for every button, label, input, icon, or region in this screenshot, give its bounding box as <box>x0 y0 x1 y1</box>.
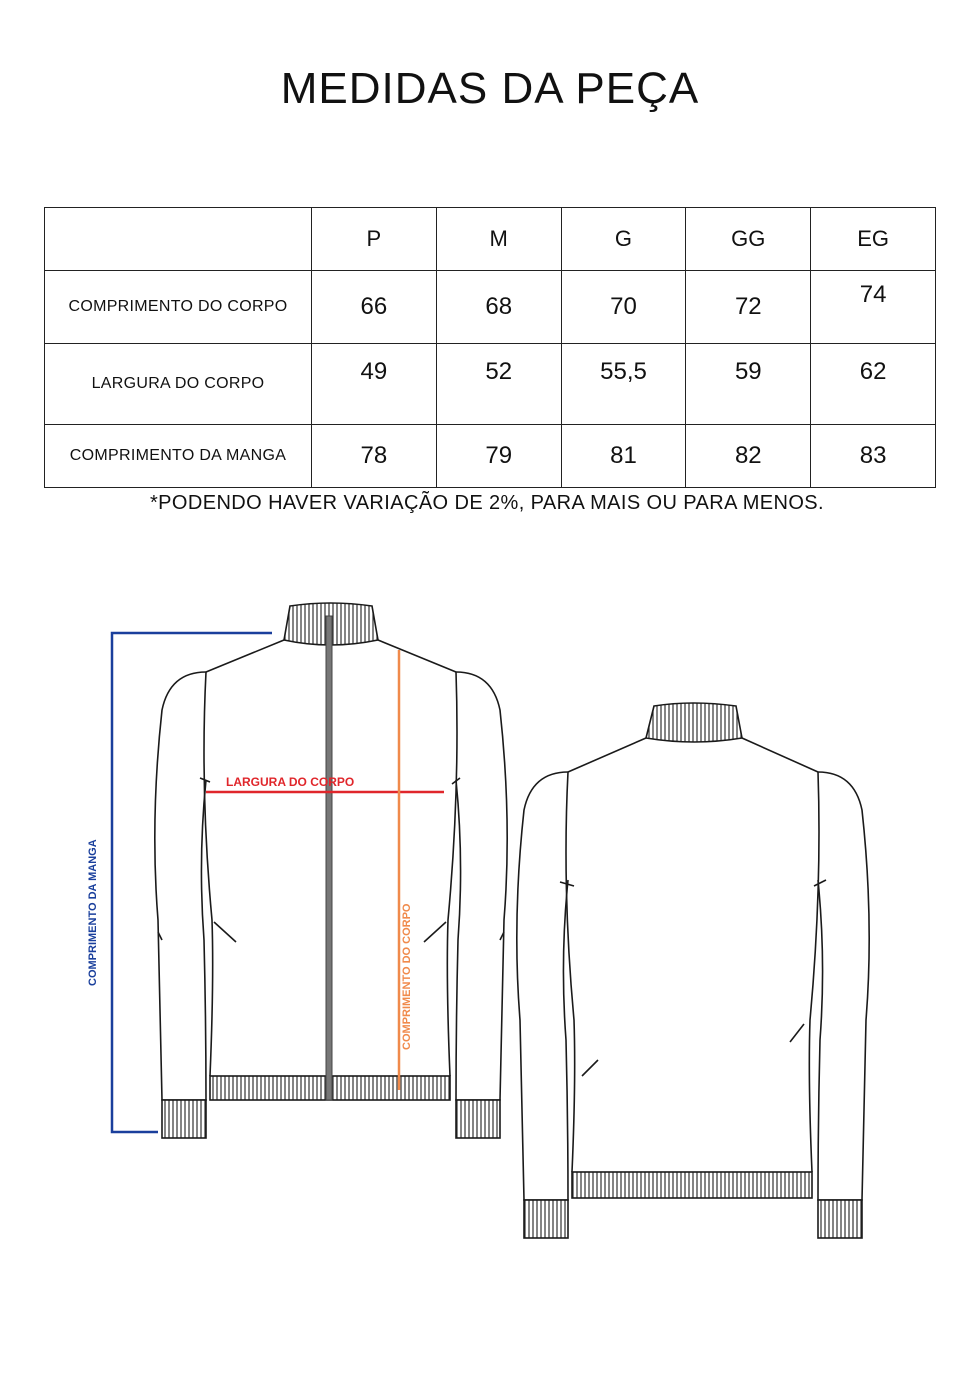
pocket-mark-right <box>424 922 446 942</box>
front-cuff-right <box>456 1100 500 1138</box>
size-table <box>44 207 936 488</box>
row-label: LARGURA DO CORPO <box>45 344 312 425</box>
front-sleeve-left <box>155 672 206 1100</box>
table-cell: 66 <box>312 271 437 344</box>
largura-label: LARGURA DO CORPO <box>226 775 355 789</box>
table-cell: 81 <box>561 425 686 488</box>
header-cell-p: P <box>312 208 437 271</box>
table-cell: 49 <box>312 344 437 425</box>
table-cell: 70 <box>561 271 686 344</box>
table-header-row <box>45 208 936 271</box>
table-cell: 82 <box>686 425 811 488</box>
header-cell-eg: EG <box>811 208 936 271</box>
back-shoulder-left <box>568 738 646 772</box>
table-row <box>45 425 936 488</box>
back-pocket-mark-right <box>790 1024 804 1042</box>
table-cell: 68 <box>436 271 561 344</box>
front-body-right <box>447 672 457 1076</box>
table-cell: 59 <box>686 344 811 425</box>
header-cell-m: M <box>436 208 561 271</box>
comprimento-corpo-label: COMPRIMENTO DO CORPO <box>401 903 413 1050</box>
table-cell: 62 <box>811 344 936 425</box>
back-sleeve-right <box>818 772 869 1200</box>
comprimento-manga-line <box>112 633 272 1132</box>
back-collar <box>646 703 742 742</box>
variation-note: *PODENDO HAVER VARIAÇÃO DE 2%, PARA MAIS OU PARA MENOS. <box>150 492 825 514</box>
table-cell: 52 <box>436 344 561 425</box>
front-shoulder-left <box>206 640 284 672</box>
page-title: MEDIDAS DA PEÇA <box>280 64 700 113</box>
pocket-mark-left <box>214 922 236 942</box>
back-tick-right <box>814 880 826 886</box>
table-cell: 55,5 <box>561 344 686 425</box>
back-cuff-left <box>524 1200 568 1238</box>
header-cell-gg: GG <box>686 208 811 271</box>
back-shoulder-right <box>742 738 818 772</box>
row-label: COMPRIMENTO DO CORPO <box>45 271 312 344</box>
table-cell: 79 <box>436 425 561 488</box>
table-row <box>45 271 936 344</box>
garment-diagram <box>0 560 980 1280</box>
front-shoulder-right <box>378 640 456 672</box>
table-cell: 72 <box>686 271 811 344</box>
back-hem-band <box>572 1172 812 1198</box>
table-row <box>45 344 936 425</box>
comprimento-manga-label: COMPRIMENTO DA MANGA <box>87 839 99 986</box>
front-cuff-left <box>162 1100 206 1138</box>
zipper <box>326 616 332 1100</box>
back-body-right <box>809 772 819 1172</box>
header-cell-empty <box>45 208 312 271</box>
table-cell: 83 <box>811 425 936 488</box>
back-sleeve-left <box>517 772 568 1200</box>
header-cell-g: G <box>561 208 686 271</box>
front-sleeve-right <box>456 672 507 1100</box>
row-label: COMPRIMENTO DA MANGA <box>45 425 312 488</box>
table-cell: 78 <box>312 425 437 488</box>
back-pocket-mark-left <box>582 1060 598 1076</box>
table-cell: 74 <box>811 271 936 344</box>
back-jacket-drawing <box>517 703 869 1238</box>
back-cuff-right <box>818 1200 862 1238</box>
